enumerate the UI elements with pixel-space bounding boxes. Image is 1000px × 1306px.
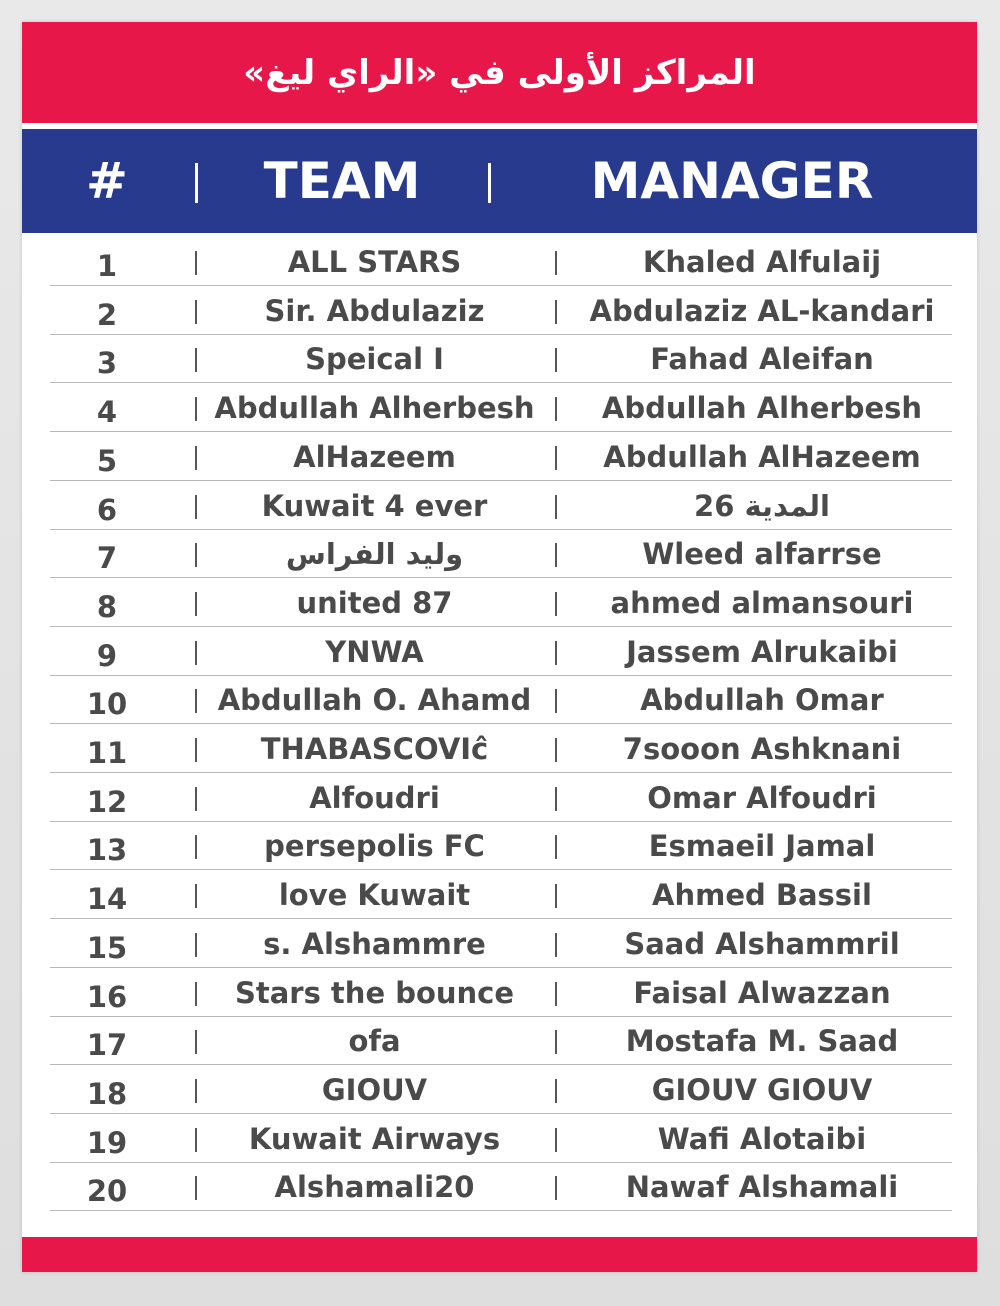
column-divider xyxy=(555,835,557,859)
rank-cell: 4 xyxy=(96,395,118,430)
team-cell: Abdullah Alherbesh xyxy=(214,391,535,426)
team-cell: Kuwait Airways xyxy=(248,1121,501,1156)
team-cell: وليد الفراس xyxy=(285,537,464,572)
standings-card xyxy=(22,22,977,1272)
column-divider xyxy=(555,495,557,519)
column-divider xyxy=(555,446,557,470)
column-divider xyxy=(195,348,197,372)
column-divider xyxy=(195,884,197,908)
table-row xyxy=(22,237,977,286)
team-cell: YNWA xyxy=(325,634,424,669)
manager-cell: Esmaeil Jamal xyxy=(648,829,876,864)
column-divider xyxy=(555,641,557,665)
column-divider xyxy=(555,738,557,762)
manager-cell: Omar Alfoudri xyxy=(647,780,877,815)
row-divider xyxy=(50,1210,952,1211)
manager-cell: Wafi Alotaibi xyxy=(657,1121,867,1156)
column-divider xyxy=(195,787,197,811)
rank-cell: 14 xyxy=(86,882,128,917)
table-row xyxy=(22,821,977,870)
team-cell: Speical I xyxy=(305,342,444,377)
table-row xyxy=(22,1016,977,1065)
column-divider xyxy=(555,251,557,275)
column-divider xyxy=(195,495,197,519)
manager-cell: Abdullah Omar xyxy=(640,683,884,718)
column-divider xyxy=(195,835,197,859)
rank-cell: 6 xyxy=(96,492,118,527)
column-divider xyxy=(555,689,557,713)
manager-cell: 7sooon Ashknani xyxy=(622,732,902,766)
table-row xyxy=(22,529,977,578)
manager-cell: Mostafa M. Saad xyxy=(625,1024,899,1059)
title-banner xyxy=(22,22,977,123)
footer-banner xyxy=(22,1237,977,1272)
manager-cell: Abdulaziz AL-kandari xyxy=(589,293,935,328)
team-cell: GIOUV xyxy=(321,1072,428,1107)
table-row xyxy=(22,1114,977,1163)
team-cell: Abdullah O. Ahamd xyxy=(217,683,532,718)
column-divider xyxy=(555,543,557,567)
column-divider xyxy=(555,300,557,324)
rank-cell: 19 xyxy=(86,1125,128,1160)
rank-cell: 16 xyxy=(86,979,128,1014)
column-divider xyxy=(195,689,197,713)
table-row xyxy=(22,1065,977,1114)
table-row xyxy=(22,481,977,530)
manager-cell: GIOUV GIOUV xyxy=(651,1072,873,1107)
column-divider xyxy=(555,397,557,421)
rank-cell: 13 xyxy=(86,833,128,868)
page-title: المراكز الأولى في «الراي ليغ» xyxy=(243,52,756,93)
rank-cell: 2 xyxy=(96,297,118,332)
rank-cell: 12 xyxy=(86,784,128,819)
rank-cell: 8 xyxy=(96,589,118,624)
column-divider xyxy=(195,933,197,957)
column-divider xyxy=(195,251,197,275)
manager-cell: المدية 26 xyxy=(694,488,830,523)
rank-cell: 7 xyxy=(96,541,118,576)
rank-cell: 1 xyxy=(96,249,118,283)
column-divider xyxy=(555,787,557,811)
column-divider xyxy=(195,397,197,421)
rank-cell: 15 xyxy=(86,930,128,965)
manager-cell: Jassem Alrukaibi xyxy=(626,634,898,669)
manager-cell: Nawaf Alshamali xyxy=(625,1170,899,1205)
column-divider xyxy=(195,1176,197,1200)
manager-cell: Abdullah AlHazeem xyxy=(603,439,921,474)
column-divider xyxy=(195,300,197,324)
column-divider xyxy=(555,592,557,616)
column-divider xyxy=(555,1030,557,1054)
table-row xyxy=(22,383,977,432)
table-row xyxy=(22,432,977,481)
table-row xyxy=(22,1162,977,1211)
team-cell: Alfoudri xyxy=(309,780,440,815)
column-divider xyxy=(555,982,557,1006)
team-cell: Alshamali20 xyxy=(274,1170,475,1205)
header-manager: MANAGER xyxy=(590,152,874,210)
team-cell: ALL STARS xyxy=(287,245,462,279)
team-cell: ofa xyxy=(348,1024,401,1059)
header-rank: # xyxy=(86,152,128,210)
column-divider xyxy=(555,884,557,908)
column-divider xyxy=(555,1176,557,1200)
rank-cell: 3 xyxy=(96,346,118,381)
team-cell: Kuwait 4 ever xyxy=(261,488,488,523)
column-divider xyxy=(555,933,557,957)
table-header xyxy=(22,129,977,233)
team-cell: love Kuwait xyxy=(278,878,471,913)
team-cell: persepolis FC xyxy=(264,829,485,864)
manager-cell: Khaled Alfulaij xyxy=(642,245,882,279)
manager-cell: Faisal Alwazzan xyxy=(633,975,891,1010)
team-cell: Sir. Abdulaziz xyxy=(264,293,485,328)
header-team: TEAM xyxy=(263,152,421,210)
manager-cell: Wleed alfarrse xyxy=(642,537,882,572)
manager-cell: Fahad Aleifan xyxy=(650,342,874,377)
team-cell: s. Alshammre xyxy=(263,926,486,961)
rank-cell: 5 xyxy=(96,443,118,478)
team-cell: Stars the bounce xyxy=(234,975,515,1010)
table-row xyxy=(22,286,977,335)
table-row xyxy=(22,968,977,1017)
table-row xyxy=(22,870,977,919)
table-row xyxy=(22,773,977,822)
header-divider xyxy=(195,163,198,203)
column-divider xyxy=(195,1128,197,1152)
team-cell: THABASCOVIĉ xyxy=(260,732,489,766)
table-row xyxy=(22,675,977,724)
column-divider xyxy=(555,348,557,372)
header-divider xyxy=(488,163,491,203)
team-cell: united 87 xyxy=(296,585,453,620)
column-divider xyxy=(195,592,197,616)
table-row xyxy=(22,578,977,627)
table-row xyxy=(22,627,977,676)
rank-cell: 17 xyxy=(86,1028,128,1063)
column-divider xyxy=(195,1030,197,1054)
table-row xyxy=(22,724,977,773)
rank-cell: 18 xyxy=(86,1076,128,1111)
column-divider xyxy=(195,446,197,470)
column-divider xyxy=(195,1079,197,1103)
manager-cell: ahmed almansouri xyxy=(610,585,914,620)
rank-cell: 10 xyxy=(86,687,128,722)
column-divider xyxy=(195,641,197,665)
team-cell: AlHazeem xyxy=(293,439,456,474)
column-divider xyxy=(555,1128,557,1152)
manager-cell: Ahmed Bassil xyxy=(652,878,872,913)
column-divider xyxy=(195,738,197,762)
rank-cell: 9 xyxy=(96,638,118,673)
table-row xyxy=(22,919,977,968)
column-divider xyxy=(555,1079,557,1103)
rank-cell: 20 xyxy=(86,1174,128,1209)
manager-cell: Abdullah Alherbesh xyxy=(601,391,923,426)
column-divider xyxy=(195,543,197,567)
manager-cell: Saad Alshammril xyxy=(624,926,900,961)
column-divider xyxy=(195,982,197,1006)
rank-cell: 11 xyxy=(86,736,128,770)
table-row xyxy=(22,334,977,383)
